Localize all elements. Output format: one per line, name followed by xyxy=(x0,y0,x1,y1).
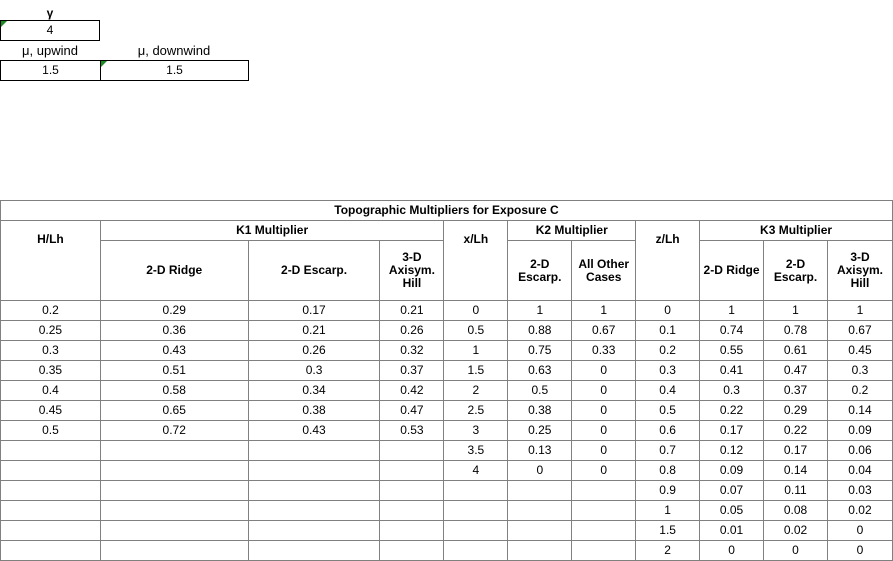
cell-xlh[interactable] xyxy=(444,541,508,561)
cell-k2-other[interactable] xyxy=(572,521,636,541)
cell-k1-escarp[interactable]: 0.38 xyxy=(248,401,380,421)
col-header-k1-escarp: 2-D Escarp. xyxy=(248,241,380,301)
cell-k2-escarp[interactable] xyxy=(508,481,572,501)
cell-k2-other[interactable] xyxy=(572,541,636,561)
cell-k2-escarp[interactable] xyxy=(508,541,572,561)
cell-k2-other[interactable]: 0 xyxy=(572,361,636,381)
cell-k3-escarp[interactable]: 0.02 xyxy=(764,521,828,541)
cell-zlh[interactable]: 0.4 xyxy=(636,381,700,401)
cell-hlh[interactable]: 0.5 xyxy=(1,421,101,441)
cell-k1-ridge[interactable]: 0.29 xyxy=(100,301,248,321)
cell-zlh[interactable]: 0.3 xyxy=(636,361,700,381)
cell-hlh[interactable]: 0.45 xyxy=(1,401,101,421)
cell-k1-axisym[interactable] xyxy=(380,521,444,541)
cell-k3-ridge[interactable]: 0.22 xyxy=(700,401,764,421)
col-header-k3-ridge: 2-D Ridge xyxy=(700,241,764,301)
cell-k2-other[interactable]: 0.33 xyxy=(572,341,636,361)
cell-k3-escarp[interactable]: 0.17 xyxy=(764,441,828,461)
cell-k1-escarp[interactable]: 0.21 xyxy=(248,321,380,341)
cell-k3-axisym[interactable]: 0.67 xyxy=(827,321,892,341)
cell-k2-escarp[interactable]: 0.38 xyxy=(508,401,572,421)
comment-indicator-icon xyxy=(1,21,7,27)
cell-k1-escarp[interactable]: 0.26 xyxy=(248,341,380,361)
cell-k1-axisym[interactable]: 0.42 xyxy=(380,381,444,401)
k1-multiplier-header: K1 Multiplier xyxy=(100,221,444,241)
cell-k1-axisym[interactable] xyxy=(380,481,444,501)
cell-k3-escarp[interactable]: 0.11 xyxy=(764,481,828,501)
cell-k1-ridge[interactable] xyxy=(100,521,248,541)
cell-k2-escarp[interactable]: 1 xyxy=(508,301,572,321)
cell-zlh[interactable]: 2 xyxy=(636,541,700,561)
cell-k2-other[interactable]: 0 xyxy=(572,421,636,441)
cell-k2-escarp[interactable]: 0.13 xyxy=(508,441,572,461)
cell-k1-ridge[interactable]: 0.51 xyxy=(100,361,248,381)
cell-k1-escarp[interactable] xyxy=(248,441,380,461)
cell-k3-axisym[interactable]: 0.06 xyxy=(827,441,892,461)
col-header-k1-ridge: 2-D Ridge xyxy=(100,241,248,301)
table-row xyxy=(1,481,893,501)
cell-k3-escarp[interactable]: 0.14 xyxy=(764,461,828,481)
cell-k2-escarp[interactable] xyxy=(508,521,572,541)
cell-k3-escarp[interactable]: 0.61 xyxy=(764,341,828,361)
cell-k1-ridge[interactable]: 0.43 xyxy=(100,341,248,361)
cell-hlh[interactable]: 0.4 xyxy=(1,381,101,401)
table-row xyxy=(1,421,893,441)
cell-k2-other[interactable]: 0.67 xyxy=(572,321,636,341)
cell-k1-escarp[interactable] xyxy=(248,501,380,521)
cell-zlh[interactable]: 0 xyxy=(636,301,700,321)
cell-k1-escarp[interactable]: 0.3 xyxy=(248,361,380,381)
cell-k1-axisym[interactable] xyxy=(380,501,444,521)
gamma-value-cell[interactable]: 4 xyxy=(0,20,100,41)
cell-k1-axisym[interactable]: 0.47 xyxy=(380,401,444,421)
table-title: Topographic Multipliers for Exposure C xyxy=(1,201,893,221)
col-header-zlh: z/Lh xyxy=(636,221,700,301)
cell-k1-ridge[interactable]: 0.58 xyxy=(100,381,248,401)
cell-k1-ridge[interactable] xyxy=(100,501,248,521)
cell-k3-axisym[interactable]: 0.04 xyxy=(827,461,892,481)
cell-k1-escarp[interactable] xyxy=(248,461,380,481)
cell-k2-escarp[interactable]: 0.88 xyxy=(508,321,572,341)
cell-k1-axisym[interactable]: 0.32 xyxy=(380,341,444,361)
cell-xlh[interactable]: 2.5 xyxy=(444,401,508,421)
cell-k3-axisym[interactable]: 0 xyxy=(827,521,892,541)
cell-k3-axisym[interactable]: 0.09 xyxy=(827,421,892,441)
cell-k1-axisym[interactable]: 0.26 xyxy=(380,321,444,341)
cell-k1-ridge[interactable] xyxy=(100,461,248,481)
cell-k1-axisym[interactable]: 0.37 xyxy=(380,361,444,381)
cell-hlh[interactable]: 0.35 xyxy=(1,361,101,381)
cell-k3-axisym[interactable]: 0.03 xyxy=(827,481,892,501)
cell-k3-escarp[interactable]: 0.08 xyxy=(764,501,828,521)
table-row xyxy=(1,381,893,401)
cell-k3-escarp[interactable]: 0.22 xyxy=(764,421,828,441)
cell-hlh[interactable]: 0.25 xyxy=(1,321,101,341)
mu-downwind-value-cell[interactable]: 1.5 xyxy=(100,60,249,81)
col-header-k2-other: All Other Cases xyxy=(572,241,636,301)
cell-hlh[interactable] xyxy=(1,521,101,541)
cell-k2-other[interactable] xyxy=(572,501,636,521)
cell-k3-ridge[interactable]: 0.09 xyxy=(700,461,764,481)
cell-hlh[interactable] xyxy=(1,481,101,501)
cell-k3-escarp[interactable]: 0.47 xyxy=(764,361,828,381)
cell-zlh[interactable]: 0.5 xyxy=(636,401,700,421)
cell-k1-axisym[interactable] xyxy=(380,541,444,561)
cell-k1-escarp[interactable] xyxy=(248,521,380,541)
gamma-label: γ xyxy=(46,5,54,20)
cell-k2-other[interactable]: 0 xyxy=(572,461,636,481)
cell-k2-other[interactable]: 1 xyxy=(572,301,636,321)
cell-k1-ridge[interactable]: 0.36 xyxy=(100,321,248,341)
cell-xlh[interactable] xyxy=(444,501,508,521)
cell-k3-ridge[interactable]: 0.74 xyxy=(700,321,764,341)
col-header-k3-axisym: 3-D Axisym. Hill xyxy=(827,241,892,301)
cell-xlh[interactable]: 0.5 xyxy=(444,321,508,341)
cell-hlh[interactable]: 0.3 xyxy=(1,341,101,361)
cell-k1-ridge[interactable]: 0.65 xyxy=(100,401,248,421)
col-header-xlh: x/Lh xyxy=(444,221,508,301)
cell-k2-other[interactable]: 0 xyxy=(572,441,636,461)
cell-k1-ridge[interactable] xyxy=(100,481,248,501)
cell-k3-ridge[interactable]: 0.12 xyxy=(700,441,764,461)
topographic-multipliers-table xyxy=(0,200,893,561)
cell-k3-escarp[interactable]: 0.29 xyxy=(764,401,828,421)
table-row xyxy=(1,461,893,481)
cell-zlh[interactable]: 0.1 xyxy=(636,321,700,341)
cell-k1-escarp[interactable] xyxy=(248,541,380,561)
cell-k3-axisym[interactable]: 0 xyxy=(827,541,892,561)
cell-xlh[interactable]: 0 xyxy=(444,301,508,321)
cell-zlh[interactable]: 0.2 xyxy=(636,341,700,361)
cell-xlh[interactable]: 1 xyxy=(444,341,508,361)
cell-zlh[interactable]: 0.6 xyxy=(636,421,700,441)
cell-zlh[interactable]: 0.7 xyxy=(636,441,700,461)
col-header-hlh: H/Lh xyxy=(1,221,101,301)
cell-k3-axisym[interactable]: 0.3 xyxy=(827,361,892,381)
cell-k1-ridge[interactable] xyxy=(100,441,248,461)
cell-k2-escarp[interactable]: 0.25 xyxy=(508,421,572,441)
cell-k2-escarp[interactable]: 0 xyxy=(508,461,572,481)
cell-k1-escarp[interactable]: 0.43 xyxy=(248,421,380,441)
cell-k1-axisym[interactable] xyxy=(380,441,444,461)
cell-k2-other[interactable] xyxy=(572,481,636,501)
mu-upwind-value-cell[interactable]: 1.5 xyxy=(0,60,101,81)
cell-xlh[interactable]: 1.5 xyxy=(444,361,508,381)
cell-xlh[interactable] xyxy=(444,521,508,541)
cell-k3-axisym[interactable]: 1 xyxy=(827,301,892,321)
cell-k1-axisym[interactable] xyxy=(380,461,444,481)
cell-hlh[interactable] xyxy=(1,461,101,481)
cell-k3-ridge[interactable]: 0.01 xyxy=(700,521,764,541)
table-row xyxy=(1,401,893,421)
cell-k2-other[interactable]: 0 xyxy=(572,401,636,421)
cell-xlh[interactable] xyxy=(444,481,508,501)
cell-k2-escarp[interactable] xyxy=(508,501,572,521)
table-row xyxy=(1,521,893,541)
table-row xyxy=(1,541,893,561)
table-row xyxy=(1,301,893,321)
cell-xlh[interactable]: 2 xyxy=(444,381,508,401)
cell-xlh[interactable]: 4 xyxy=(444,461,508,481)
cell-k3-ridge[interactable]: 1 xyxy=(700,301,764,321)
cell-k2-escarp[interactable]: 0.63 xyxy=(508,361,572,381)
cell-k3-ridge[interactable]: 0.41 xyxy=(700,361,764,381)
cell-k1-ridge[interactable] xyxy=(100,541,248,561)
cell-k1-escarp[interactable]: 0.34 xyxy=(248,381,380,401)
cell-hlh[interactable] xyxy=(1,501,101,521)
cell-k3-ridge[interactable]: 0.07 xyxy=(700,481,764,501)
cell-k3-escarp[interactable]: 0.37 xyxy=(764,381,828,401)
cell-hlh[interactable] xyxy=(1,441,101,461)
cell-zlh[interactable]: 0.9 xyxy=(636,481,700,501)
table-row xyxy=(1,361,893,381)
cell-k2-other[interactable]: 0 xyxy=(572,381,636,401)
cell-k3-escarp[interactable]: 0 xyxy=(764,541,828,561)
col-header-k2-escarp: 2-D Escarp. xyxy=(508,241,572,301)
cell-k2-escarp[interactable]: 0.5 xyxy=(508,381,572,401)
cell-hlh[interactable] xyxy=(1,541,101,561)
cell-k1-axisym[interactable]: 0.53 xyxy=(380,421,444,441)
table-row xyxy=(1,341,893,361)
cell-k1-ridge[interactable]: 0.72 xyxy=(100,421,248,441)
cell-k1-escarp[interactable]: 0.17 xyxy=(248,301,380,321)
cell-k3-escarp[interactable]: 1 xyxy=(764,301,828,321)
cell-k2-escarp[interactable]: 0.75 xyxy=(508,341,572,361)
cell-k3-escarp[interactable]: 0.78 xyxy=(764,321,828,341)
cell-xlh[interactable]: 3 xyxy=(444,421,508,441)
comment-indicator-icon xyxy=(101,61,107,67)
cell-k3-ridge[interactable]: 0.05 xyxy=(700,501,764,521)
k2-multiplier-header: K2 Multiplier xyxy=(508,221,636,241)
col-header-k3-escarp: 2-D Escarp. xyxy=(764,241,828,301)
cell-k3-axisym[interactable]: 0.2 xyxy=(827,381,892,401)
mu-downwind-label: μ, downwind xyxy=(137,43,211,58)
cell-k3-axisym[interactable]: 0.45 xyxy=(827,341,892,361)
cell-k3-ridge[interactable]: 0.55 xyxy=(700,341,764,361)
table-row xyxy=(1,321,893,341)
cell-k1-axisym[interactable]: 0.21 xyxy=(380,301,444,321)
mu-upwind-label: μ, upwind xyxy=(22,43,78,58)
cell-hlh[interactable]: 0.2 xyxy=(1,301,101,321)
cell-zlh[interactable]: 1 xyxy=(636,501,700,521)
cell-zlh[interactable]: 1.5 xyxy=(636,521,700,541)
col-header-k1-axisym: 3-D Axisym. Hill xyxy=(380,241,444,301)
cell-zlh[interactable]: 0.8 xyxy=(636,461,700,481)
k3-multiplier-header: K3 Multiplier xyxy=(700,221,893,241)
cell-xlh[interactable]: 3.5 xyxy=(444,441,508,461)
cell-k3-ridge[interactable]: 0 xyxy=(700,541,764,561)
cell-k3-ridge[interactable]: 0.3 xyxy=(700,381,764,401)
cell-k3-ridge[interactable]: 0.17 xyxy=(700,421,764,441)
table-row xyxy=(1,501,893,521)
cell-k3-axisym[interactable]: 0.14 xyxy=(827,401,892,421)
cell-k1-escarp[interactable] xyxy=(248,481,380,501)
table-row xyxy=(1,441,893,461)
cell-k3-axisym[interactable]: 0.02 xyxy=(827,501,892,521)
